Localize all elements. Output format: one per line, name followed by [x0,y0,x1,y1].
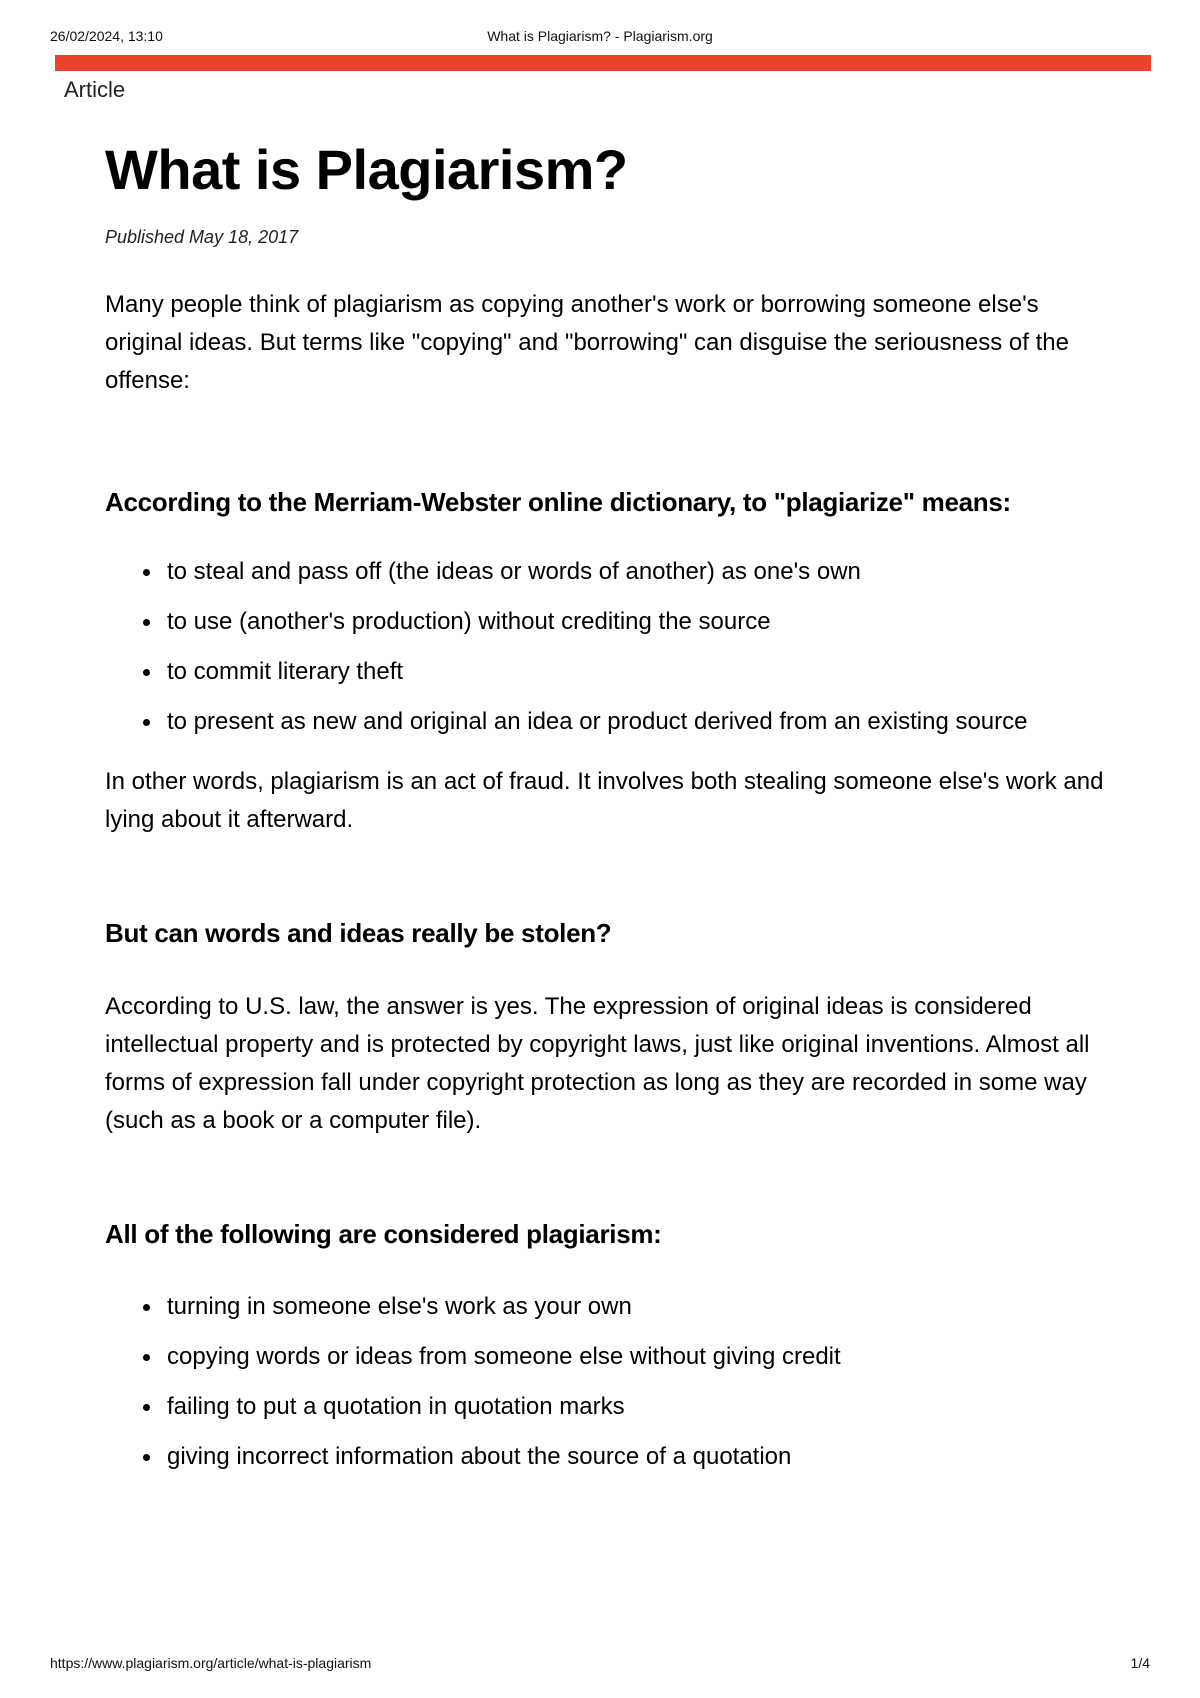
list-item: to present as new and original an idea or product derived from an existing source [167,703,1105,741]
stolen-heading: But can words and ideas really be stolen? [105,918,612,948]
published-date: Published May 18, 2017 [105,227,299,247]
definition-list [105,553,1105,741]
print-url: https://www.plagiarism.org/article/what-is-plagiarism [50,1655,372,1671]
list-item: failing to put a quotation in quotation marks [167,1388,1105,1426]
print-footer [50,1655,1150,1675]
page-number: 1/4 [1130,1655,1150,1671]
list-item: turning in someone else's work as your own [167,1288,1105,1326]
list-item: to steal and pass off (the ideas or words of another) as one's own [167,553,1105,591]
list-item: copying words or ideas from someone else without giving credit [167,1338,1105,1376]
print-header [50,28,1150,48]
list-item: to commit literary theft [167,653,1105,691]
intro-paragraph: Many people think of plagiarism as copying another's work or borrowing someone else's original ideas. But terms like "copying" and "borrowing" can disguise the seriousness of the offense: [105,291,1069,394]
article-title: What is Plagiarism? [105,138,628,201]
list-item: to use (another's production) without crediting the source [167,603,1105,641]
stolen-paragraph: According to U.S. law, the answer is yes. The expression of original ideas is considered intellectual property and is protected by copyright laws, just like original inventions. Almost all forms of expression fall under copyright protection as long as they are recorded in some way (such as a book or a computer file). [105,993,1090,1134]
plagiarism-list [105,1288,1105,1476]
article-body [105,135,1105,1488]
definition-heading: According to the Merriam-Webster online dictionary, to "plagiarize" means: [105,487,1011,517]
accent-bar [55,55,1151,71]
fraud-paragraph: In other words, plagiarism is an act of fraud. It involves both stealing someone else's work and lying about it afterward. [105,768,1104,833]
print-datetime: 26/02/2024, 13:10 [50,28,163,44]
list-item: giving incorrect information about the source of a quotation [167,1438,1105,1476]
print-page-title: What is Plagiarism? - Plagiarism.org [487,28,713,44]
following-heading: All of the following are considered plagiarism: [105,1219,662,1249]
section-label[interactable]: Article [64,77,126,102]
